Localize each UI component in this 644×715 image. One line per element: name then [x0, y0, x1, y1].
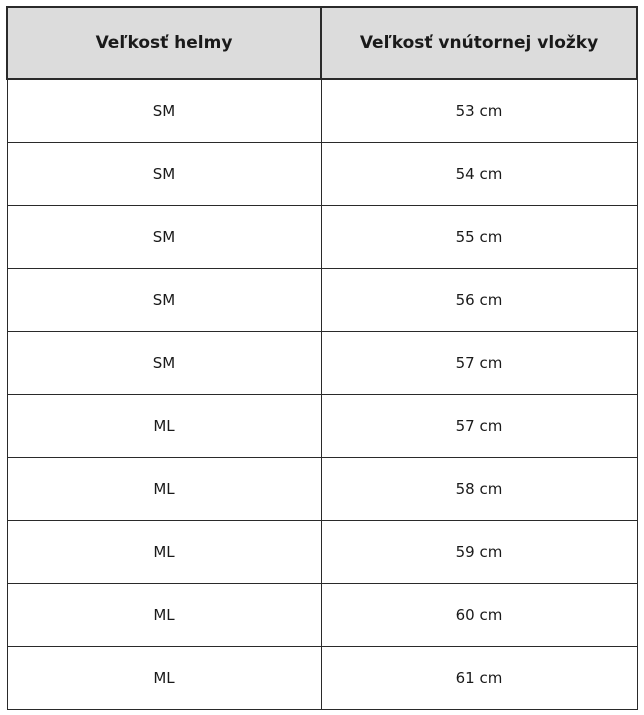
helmet-size-cell: SM	[7, 206, 321, 269]
table-body	[7, 79, 637, 710]
liner-size-cell: 57 cm	[321, 332, 637, 395]
helmet-size-table	[6, 6, 638, 710]
table-row	[7, 143, 637, 206]
liner-size-cell: 55 cm	[321, 206, 637, 269]
liner-size-cell: 57 cm	[321, 395, 637, 458]
liner-size-cell: 59 cm	[321, 521, 637, 584]
helmet-size-cell: ML	[7, 584, 321, 647]
table-row	[7, 206, 637, 269]
table-row	[7, 395, 637, 458]
helmet-size-cell: SM	[7, 143, 321, 206]
helmet-size-cell: SM	[7, 269, 321, 332]
liner-size-cell: 53 cm	[321, 79, 637, 143]
helmet-size-cell: ML	[7, 521, 321, 584]
helmet-size-cell: ML	[7, 647, 321, 710]
column-header-liner-size: Veľkosť vnútornej vložky	[321, 7, 637, 79]
column-header-helmet-size: Veľkosť helmy	[7, 7, 321, 79]
table-row	[7, 332, 637, 395]
liner-size-cell: 60 cm	[321, 584, 637, 647]
table-row	[7, 269, 637, 332]
table-row	[7, 584, 637, 647]
liner-size-cell: 54 cm	[321, 143, 637, 206]
liner-size-cell: 58 cm	[321, 458, 637, 521]
liner-size-cell: 61 cm	[321, 647, 637, 710]
header-row	[7, 7, 637, 79]
liner-size-cell: 56 cm	[321, 269, 637, 332]
table-row	[7, 521, 637, 584]
table-row	[7, 79, 637, 143]
table-header	[7, 7, 637, 79]
table-row	[7, 458, 637, 521]
helmet-size-cell: SM	[7, 332, 321, 395]
helmet-size-cell: SM	[7, 79, 321, 143]
helmet-size-cell: ML	[7, 458, 321, 521]
helmet-size-cell: ML	[7, 395, 321, 458]
table-row	[7, 647, 637, 710]
